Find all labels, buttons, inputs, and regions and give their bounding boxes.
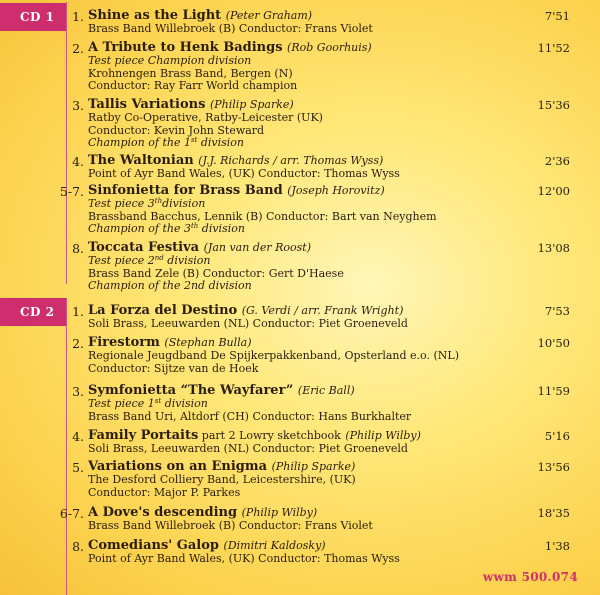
- track-composer: (Philip Sparke): [271, 460, 356, 473]
- track-info-line: Champion of the 1st division: [88, 136, 245, 149]
- track-duration: 10'50: [537, 336, 570, 350]
- track-title-text: Tallis Variations: [88, 97, 206, 112]
- track-subtitle: part 2 Lowry sketchbook: [198, 429, 341, 442]
- track-details: [88, 40, 518, 93]
- track-title-text: Symfonietta “The Wayfarer”: [88, 383, 294, 398]
- cd1-label: CD 1: [0, 3, 66, 31]
- ordinal-suffix: st: [154, 397, 162, 405]
- track-info-line: Brass Band Zele (B) Conductor: Gert D'Haese: [88, 266, 344, 280]
- track-details: [88, 538, 518, 566]
- track-details: [88, 303, 518, 331]
- track-info-line: Brass Band Willebroek (B) Conductor: Frans Violet: [88, 22, 373, 35]
- track-title-text: A Dove's descending: [88, 505, 238, 520]
- track-details: [88, 183, 518, 236]
- track-duration: 7'51: [544, 9, 570, 23]
- ordinal-suffix: st: [190, 136, 198, 144]
- track-duration: 18'35: [537, 506, 570, 520]
- track-composer: (Philip Wilby): [241, 506, 318, 519]
- track-title: [88, 40, 518, 55]
- track-details: [88, 505, 518, 533]
- track-number: 5.: [72, 460, 84, 475]
- track-title: [88, 505, 518, 520]
- track-title: [88, 8, 518, 23]
- track-number: 3.: [72, 98, 84, 113]
- track-composer: (Rob Goorhuis): [287, 41, 372, 54]
- track-title: [88, 183, 518, 198]
- track-composer: (Eric Ball): [297, 384, 355, 397]
- track-number: 8.: [72, 241, 84, 256]
- track-duration: 5'16: [544, 429, 570, 443]
- track-duration: 11'52: [537, 41, 570, 55]
- track-number: 5-7.: [59, 184, 84, 199]
- track-title-text: Family Portaits: [88, 428, 199, 443]
- track-number: 6-7.: [59, 506, 84, 521]
- track-info-line: Test piece 3thdivision: [88, 197, 206, 210]
- track-info-line: Test piece 1st division: [88, 397, 208, 410]
- track-info-line: Champion of the 2nd division: [88, 279, 252, 292]
- cd2-label: CD 2: [0, 298, 66, 326]
- ordinal-suffix: th: [190, 222, 199, 230]
- track-title-text: La Forza del Destino: [88, 303, 238, 318]
- track-title: [88, 428, 518, 443]
- track-info-line: Brass Band Uri, Altdorf (CH) Conductor: Hans Burkhalter: [88, 409, 412, 423]
- track-title: [88, 97, 518, 112]
- track-duration: 2'36: [544, 154, 570, 168]
- track-info-line: Ratby Co-Operative, Ratby-Leicester (UK): [88, 111, 323, 124]
- track-info-line: Test piece 2nd division: [88, 254, 211, 267]
- track-duration: 15'36: [537, 98, 570, 112]
- track-composer: (Joseph Horovitz): [287, 184, 385, 197]
- track-details: [88, 383, 518, 423]
- track-info-line: Point of Ayr Band Wales, (UK) Conductor: Thomas Wyss: [88, 552, 400, 565]
- track-info-line: Brass Band Willebroek (B) Conductor: Frans Violet: [88, 519, 373, 532]
- track-composer: (Stephan Bulla): [164, 336, 252, 349]
- track-info-line: Point of Ayr Band Wales, (UK) Conductor: Thomas Wyss: [88, 167, 400, 180]
- track-info-line: Conductor: Major P. Parkes: [88, 485, 241, 499]
- track-details: [88, 428, 518, 456]
- track-title-text: Shine as the Light: [88, 8, 222, 23]
- track-title: [88, 153, 518, 168]
- track-info-line: Soli Brass, Leeuwarden (NL) Conductor: Piet Groeneveld: [88, 442, 408, 455]
- track-duration: 1'38: [544, 539, 570, 553]
- track-details: [88, 8, 518, 36]
- track-composer: (Jan van der Roost): [203, 241, 312, 254]
- track-info-line: Brassband Bacchus, Lennik (B) Conductor: Bart van Neyghem: [88, 209, 437, 223]
- ordinal-suffix: th: [154, 197, 163, 205]
- track-composer: (G. Verdi / arr. Frank Wright): [241, 304, 404, 317]
- track-title-text: Toccata Festiva: [88, 240, 200, 255]
- track-title-text: A Tribute to Henk Badings: [88, 40, 283, 55]
- track-details: [88, 97, 518, 150]
- track-composer: (Philip Sparke): [209, 98, 294, 111]
- track-title: [88, 383, 518, 398]
- track-number: 4.: [72, 154, 84, 169]
- track-number: 4.: [72, 429, 84, 444]
- track-details: [88, 240, 518, 293]
- track-title: [88, 538, 518, 553]
- track-number: 2.: [72, 336, 84, 351]
- track-duration: 11'59: [537, 384, 570, 398]
- track-title: [88, 303, 518, 318]
- track-info-line: Conductor: Ray Farr World champion: [88, 79, 298, 92]
- cd2-divider: [66, 298, 67, 595]
- track-title: [88, 459, 518, 474]
- track-composer: (Philip Wilby): [345, 429, 421, 442]
- track-duration: 13'56: [537, 460, 570, 474]
- track-info-line: Conductor: Kevin John Steward: [88, 123, 265, 137]
- track-number: 3.: [72, 384, 84, 399]
- catalog-number: wwm 500.074: [482, 570, 578, 584]
- track-info-line: The Desford Colliery Band, Leicestershire, (UK): [88, 473, 356, 486]
- track-duration: 7'53: [544, 304, 570, 318]
- track-number: 2.: [72, 41, 84, 56]
- track-info-line: Test piece Champion division: [88, 54, 252, 67]
- track-details: [88, 335, 518, 375]
- track-info-line: Regionale Jeugdband De Spijkerpakkenband, Opsterland e.o. (NL): [88, 349, 459, 362]
- track-title-text: Firestorm: [88, 335, 160, 350]
- track-title-text: The Waltonian: [88, 153, 194, 168]
- ordinal-suffix: nd: [154, 254, 164, 262]
- track-composer: (Peter Graham): [225, 9, 313, 22]
- track-title-text: Comedians' Galop: [88, 538, 219, 553]
- cd1-divider: [66, 2, 67, 284]
- track-composer: (Dimitri Kaldosky): [223, 539, 326, 552]
- track-number: 1.: [72, 9, 84, 24]
- track-details: [88, 459, 518, 499]
- track-info-line: Champion of the 3th division: [88, 222, 245, 235]
- track-number: 1.: [72, 304, 84, 319]
- track-title-text: Variations on an Enigma: [88, 459, 268, 474]
- track-title-text: Sinfonietta for Brass Band: [88, 183, 283, 198]
- track-info-line: Krohnengen Brass Band, Bergen (N): [88, 66, 293, 80]
- track-info-line: Soli Brass, Leeuwarden (NL) Conductor: Piet Groeneveld: [88, 317, 408, 330]
- track-title: [88, 335, 518, 350]
- track-number: 8.: [72, 539, 84, 554]
- track-title: [88, 240, 518, 255]
- track-duration: 13'08: [537, 241, 570, 255]
- track-info-line: Conductor: Sijtze van de Hoek: [88, 361, 259, 375]
- track-composer: (J.J. Richards / arr. Thomas Wyss): [198, 154, 384, 167]
- track-duration: 12'00: [537, 184, 570, 198]
- track-details: [88, 153, 518, 181]
